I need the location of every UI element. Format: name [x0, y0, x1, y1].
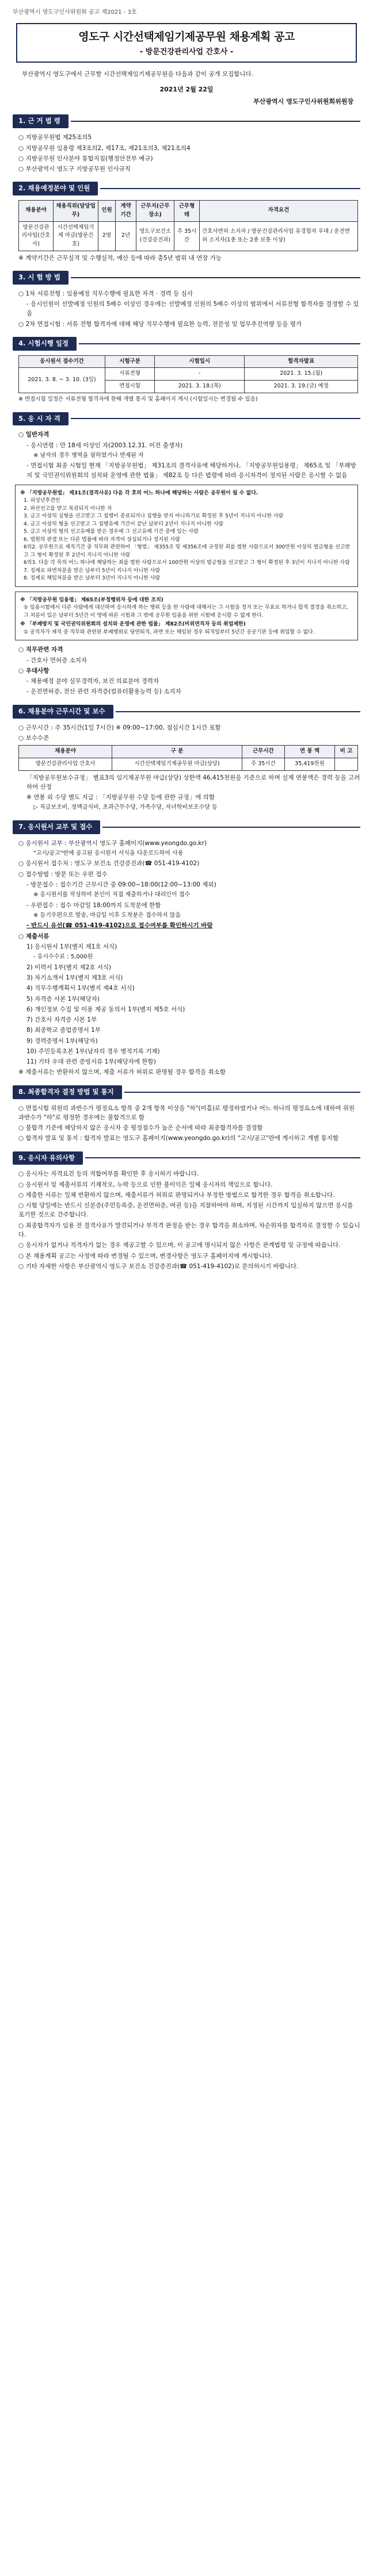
pay-table [18, 745, 358, 770]
age-note: ※ 남자의 경우 병역을 필하였거나 면제된 자 [33, 452, 144, 459]
document-item: 4) 직무수행계획서 1부(별지 제4호 서식) [26, 985, 135, 992]
table-cell: - [155, 368, 245, 381]
table-cell: 면접시험 [105, 381, 155, 393]
table-cell: 시간선택제임기제 마급(방문간호) [54, 221, 98, 251]
document-item: 10) 주민등록초본 1부(남자의 경우 병적기록 기재) [26, 1047, 160, 1055]
table-cell: 2021. 3. 19.(금) 예정 [245, 381, 358, 393]
caution-item: ○ 응시원서 및 제출서류의 기재착오, 누락 등으로 인한 불이익은 일체 응시자의 책임으로 합니다. [18, 1181, 273, 1188]
section-1-header [13, 114, 360, 128]
box-line: ※ 「부패방지 및 국민권익위원회의 설치와 운영에 관한 법률」 제82조(비위면직자 등의 취업제한) [20, 621, 246, 628]
table-header: 자격요건 [200, 201, 358, 221]
notice-date: 2021년 2월 22일 [159, 86, 214, 94]
exam-method-item: - 응시인원이 선발예정 인원의 5배수 이상인 경우에는 선발예정 인원의 5배수 이상의 범위에서 서류전형 합격자를 결정할 수 있음 [26, 301, 359, 317]
section-divider [116, 711, 360, 712]
box-line: 7. 징계로 파면처분을 받은 날부터 5년이 지나지 아니한 사람 [24, 567, 161, 574]
section-divider [71, 277, 360, 278]
general-qualification-heading: ○ 일반자격 [18, 431, 50, 439]
final-decision-item: ○ 불합격 기준에 해당하지 않은 응시자 중 평정점수가 높은 순서에 따라 최종합격자를 결정함 [18, 1124, 263, 1132]
caution-item: ○ 기타 자세한 사항은 부산광역시 영도구 보건소 건강증진과(☎ 051-419-4102)로 문의하시기 바랍니다. [18, 1262, 299, 1270]
table-header-row [19, 355, 358, 368]
document-item: 3) 자기소개서 1부(별지 제3호 서식) [26, 974, 123, 982]
table-header: 구 분 [112, 746, 242, 758]
section-8-title: 8. 최종합격자 결정 방법 및 통지 [13, 1085, 122, 1099]
document-item: 1) 응시원서 1부(별지 제1호 서식) [26, 943, 117, 950]
notice-number: 부산광역시 영도구인사위원회 공고 제2021 - 3호 [13, 9, 137, 16]
page-title: 영도구 시간선택제임기제공무원 채용계획 공고 [78, 30, 295, 43]
section-6-header [13, 705, 360, 719]
table-cell [335, 758, 358, 770]
document-item: 9) 경력증명서 1부(해당자) [26, 1037, 98, 1045]
final-decision-item: ○ 합격자 발표 및 통지 : 합격자 발표는 영도구 홈페이지(www.yeongdo.go.kr)의 "고시/공고"란에 게시하고 개별 통지함 [18, 1135, 339, 1142]
section-5-header [13, 412, 360, 426]
section-3-title: 3. 시 험 방 법 [13, 271, 68, 285]
section-divider [85, 1157, 360, 1158]
post-receipt-note: ※ 등기우편으로 발송, 마감일 이후 도착분은 접수하지 않음 [33, 912, 181, 919]
table-cell: 2명 [98, 221, 116, 251]
table-header: 인원 [98, 201, 116, 221]
table-header: 근무지(근무장소) [136, 201, 174, 221]
box-line: ① 공직자가 재직 중 직무와 관련된 부패행위로 당연퇴직, 파면 또는 해임된 경우 퇴직일부터 5년간 공공기관 등에 취업할 수 없다. [24, 629, 315, 635]
document-item: 11) 기타 우대 관련 증빙서류 1부(해당자에 한함) [26, 1058, 156, 1066]
final-decision-item: ○ 면접시험 위원의 과반수가 평정요소 항목 중 2개 항목 이상을 "하"(미흡)로 평정하였거나 어느 하나의 평정요소에 대하여 위원 과반수가 "하"로 평정한 경우에는 불합격으로 함 [18, 1104, 355, 1121]
caution-item: ○ 최종합격자가 임용 전 결격사유가 발견되거나 부적격 판정을 받는 경우 합격을 취소하며, 차순위자를 합격자로 결정할 수 있습니다. [18, 1222, 360, 1238]
table-cell: 2021. 3. 8. ~ 3. 10. (3일) [19, 368, 105, 393]
form-distribution-note: "고시/공고"란에 공고된 응시원서 서식을 다운로드하여 사용 [33, 850, 184, 857]
box-line: 6의2. 공무원으로 재직기간 중 직무와 관련하여 「형법」 제355조 및 제356조에 규정된 죄를 범한 사람으로서 300만원 이상의 벌금형을 선고받고 그 형이 확정된 후 2년이 지나지 아니한 사람 [24, 544, 351, 558]
section-3-header [13, 271, 360, 285]
table-header: 연 봉 액 [284, 746, 334, 758]
table-row [19, 221, 358, 251]
section-1-title: 1. 근 거 법 령 [13, 114, 68, 128]
document-item: 8) 최종학교 졸업증명서 1부 [26, 1027, 101, 1034]
section-4-header [13, 337, 360, 351]
schedule-note: ※ 면접시험 일정은 서류전형 합격자에 한해 개별 통지 및 홈페이지 게시 (시험일시는 변경될 수 있음) [18, 396, 258, 402]
section-4-title: 4. 시험시행 일정 [13, 337, 77, 351]
box-line: 2. 파산선고를 받고 복권되지 아니한 자 [24, 505, 112, 512]
table-cell: 35,419천원 [284, 758, 334, 770]
section-7-header [13, 820, 360, 834]
document-item: 2) 이력서 1부(별지 제2호 서식) [26, 963, 112, 971]
recruitment-table [18, 200, 358, 251]
table-header: 채용분야 [19, 201, 54, 221]
box-line: 6의3. 다음 각 목의 어느 하나에 해당하는 죄를 범한 사람으로서 100만원 이상의 벌금형을 선고받고 그 형이 확정된 후 3년이 지나지 아니한 사람 [24, 560, 350, 566]
law-item: ○ 부산광역시 영도구 지방공무원 인사규칙 [18, 166, 131, 173]
form-distribution: ○ 응시원서 교부 : 부산광역시 영도구 홈페이지(www.yeongdo.go.kr) [18, 839, 207, 847]
section-divider [102, 827, 360, 828]
receipt-location: ○ 응시원서 접수처 : 영도구 보건소 건강증진과(☎ 051-419-4102) [18, 860, 200, 867]
table-cell: 영도구보건소(건강증진과) [136, 221, 174, 251]
table-header: 채용직위(담당업무) [54, 201, 98, 221]
document-item: 5) 자격증 사본 1부(해당자) [26, 995, 100, 1003]
disqualification-text: - 면접시험 최종 시험일 현재 「지방공무원법」 제31조의 결격사유에 해당하거나, 「지방공무원임용령」 제65조 및 「부패방지 및 국민권익위원회의 설치와 운영에 관한 법률」 제82조 등 다른 법령에 따라 응시자격이 정지된 사람은 응시할 수 없음 [26, 462, 356, 479]
pay-note: 「지방공무원보수규정」 별표3의 임기제공무원 마급(상당) 상한액 46,415천원을 기준으로 하며 실제 연봉액은 경력 등을 고려하여 산정 [26, 774, 360, 790]
table-header: 계약기간 [116, 201, 136, 221]
table-cell: 2년 [116, 221, 136, 251]
table-cell: 간호사면허 소지자 / 방문건강관리사업 유경험자 우대 / 운전면허 소지자(1종 또는 2종 보통 이상) [200, 221, 358, 251]
table-header-row [19, 746, 358, 758]
box-line: 5. 금고 이상의 형의 선고유예를 받은 경우에 그 선고유예 기간 중에 있는 사람 [24, 529, 199, 535]
section-divider [79, 343, 360, 344]
receipt-method: ○ 접수방법 : 방문 또는 우편 접수 [18, 870, 108, 878]
law-item: ○ 지방공무원 인사분야 통합지침(행정안전부 예규) [18, 155, 153, 162]
job-qualification-heading: ○ 직무관련 자격 [18, 646, 63, 654]
exam-method-item: ○ 1차 서류전형 : 임용예정 직무수행에 필요한 자격 · 경력 등 심사 [18, 290, 193, 297]
table-header: 시험구분 [105, 355, 155, 368]
section-divider [124, 1092, 360, 1093]
table-header: 근무시간 [242, 746, 284, 758]
preference-item: - 채용예정 분야 실무경력자, 보건 의료분야 경력자 [26, 678, 159, 685]
post-receipt: - 우편접수 : 접수 마감일 18:00까지 도착분에 한함 [26, 901, 161, 909]
table-cell: 시간선택제임기제공무원 마급(상당) [112, 758, 242, 770]
fraud-restriction-box [15, 592, 358, 641]
section-7-title: 7. 응시원서 교부 및 접수 [13, 820, 100, 834]
receipt-confirm-notice: - 반드시 유선(☎ 051-419-4102)으로 접수여부를 확인하시기 바람 [26, 922, 213, 930]
box-line: 4. 금고 이상의 형을 선고받고 그 집행유예 기간이 끝난 날부터 2년이 지나지 아니한 사람 [24, 521, 224, 527]
section-8-header [13, 1085, 360, 1099]
caution-item: ○ 응시자가 없거나 적격자가 없는 경우 재공고할 수 있으며, 이 공고에 명시되지 않은 사항은 관계법령 및 규정에 따릅니다. [18, 1242, 341, 1249]
document-item: 6) 개인정보 수집 및 이용 제공 동의서 1부(별지 제5호 서식) [26, 1005, 185, 1013]
document-item: 7) 간호사 자격증 사본 1부 [26, 1016, 97, 1024]
table-cell: 서류전형 [105, 368, 155, 381]
section-divider [100, 188, 360, 189]
documents-heading: ○ 제출서류 [18, 932, 50, 940]
box-line: ※ 「지방공무원 임용령」 제65조(부정행위자 등에 대한 조치) [20, 597, 163, 603]
table-header: 비 고 [335, 746, 358, 758]
table-row [19, 758, 358, 770]
box-line: 6. 법원의 판결 또는 다른 법률에 따라 자격이 상실되거나 정지된 사람 [24, 536, 180, 543]
table-header: 근무형태 [174, 201, 200, 221]
job-qualification: - 간호사 면허증 소지자 [26, 657, 87, 664]
table-cell: 2021. 3. 18.(목) [155, 381, 245, 393]
section-5-title: 5. 응 시 자 격 [13, 412, 68, 426]
law-item: ○ 지방공무원 임용령 제3조의2, 제17조, 제21조의3, 제21조의4 [18, 144, 191, 152]
box-line: 1. 피성년후견인 [24, 498, 60, 504]
age-requirement: - 응시연령 : 만 18세 이상인 자(2003.12.31. 이전 출생자) [26, 442, 183, 449]
table-row [19, 368, 358, 381]
issuer: 부산광역시 영도구인사위원회위원장 [253, 98, 353, 106]
schedule-table [18, 355, 358, 393]
section-divider [71, 418, 360, 419]
caution-item: ○ 제출한 서류는 일체 반환하지 않으며, 제출서류가 허위로 판명되거나 부정한 방법으로 합격한 경우 합격을 취소합니다. [18, 1191, 335, 1199]
documents-note: ※ 제출서류는 반환하지 않으며, 제출 서류가 허위로 판명될 경우 합격을 취소함 [18, 1069, 226, 1076]
table-header: 합격자발표 [245, 355, 358, 368]
table-note: ※ 계약기간은 근무실적 및 수행실적, 예산 등에 따라 총5년 범위 내 연장 가능 [18, 254, 222, 262]
table-cell: 주 35시간 [174, 221, 200, 251]
section-2-header [13, 182, 360, 195]
visit-receipt-note: ※ 응시원서를 작성하여 본인이 직접 제출하거나 대리인이 접수 [33, 892, 191, 899]
caution-item: ○ 본 채용계획 공고는 사정에 따라 변경될 수 있으며, 변경사항은 영도구 홈페이지에 게시합니다. [18, 1252, 273, 1260]
table-header: 채용분야 [19, 746, 112, 758]
section-9-header [13, 1151, 360, 1165]
law-item: ○ 지방공무원법 제25조의5 [18, 134, 92, 141]
pay-note: ▷ 직급보조비, 정액급식비, 초과근무수당, 가족수당, 자녀학비보조수당 등 [33, 804, 218, 811]
section-2-title: 2. 채용예정분야 및 인원 [13, 182, 98, 195]
intro-text: 부산광역시 영도구에서 근무할 시간선택제임기제공무원을 다음과 같이 공개 모집합니다. [22, 71, 253, 78]
caution-item: ○ 응시자는 자격요건 등의 적합여부를 확인한 후 응시하기 바랍니다. [18, 1170, 199, 1178]
working-hours: ○ 근무시간 : 주 35시간(1일 7시간) ※ 09:00~17:00, 점심시간 1시간 포함 [18, 724, 221, 731]
box-line: 8. 징계로 해임처분을 받은 날부터 3년이 지나지 아니한 사람 [24, 575, 161, 582]
pay-note: ※ 연봉 외 수당 별도 지급 : 「지방공무원 수당 등에 관한 규정」에 의함 [26, 794, 215, 801]
title-box [16, 23, 357, 63]
table-header: 응시원서 접수기간 [19, 355, 105, 368]
pay-heading: ○ 보수수준 [18, 734, 50, 742]
box-line: ① 임용시험에서 다른 사람에게 대신하여 응시하게 하는 행위 등을 한 사람에 대해서는 그 시험을 정지 또는 무효로 하거나 합격 결정을 취소하고, 그 처분이 있은 날부터 5년간 이 영에 따른 시험과 그 밖에 공무원 임용을 위한 시험에 응시할 수 없게 한다. [24, 605, 348, 619]
section-9-title: 9. 응시자 유의사항 [13, 1151, 83, 1165]
section-6-title: 6. 채용분야 근무시간 및 보수 [13, 705, 113, 719]
table-header: 시험일시 [155, 355, 245, 368]
disqualification-box [15, 485, 358, 587]
box-title: ※ 「지방공무원법」 제31조(결격사유) 다음 각 호의 어느 하나에 해당하는 사람은 공무원이 될 수 없다. [20, 490, 258, 496]
preference-heading: ○ 우대사항 [18, 667, 50, 674]
preference-item: - 운전면허증, 전산 관련 자격증(컴퓨터활용능력 등) 소지자 [26, 688, 181, 696]
document-item: - 응시수수료 : 5,000원 [33, 954, 93, 961]
table-cell: 주 35시간 [242, 758, 284, 770]
box-line: 3. 금고 이상의 실형을 선고받고 그 집행이 종료되거나 집행을 받지 아니하기로 확정된 후 5년이 지나지 아니한 사람 [24, 513, 284, 520]
visit-receipt: - 방문접수 : 접수기간 근무시간 중 09:00~18:00(12:00~13:00 제외) [26, 881, 216, 888]
table-header-row [19, 201, 358, 221]
table-cell: 방문건강관리사업(간호사) [19, 221, 54, 251]
table-cell: 방문건강관리사업 간호사 [19, 758, 112, 770]
page-subtitle: - 방문건강관리사업 간호사 - [139, 47, 234, 56]
caution-item: ○ 시험 당일에는 반드시 신분증(주민등록증, 운전면허증, 여권 등)을 지참하여야 하며, 지정된 시간까지 입실하지 않으면 응시를 포기한 것으로 간주합니다. [18, 1202, 353, 1219]
section-divider [71, 121, 360, 122]
exam-method-item: ○ 2차 면접시험 : 서류 전형 합격자에 대해 해당 직무수행에 필요한 능력, 전문성 및 업무추진역량 등을 평가 [18, 320, 302, 328]
table-cell: 2021. 3. 15.(월) [245, 368, 358, 381]
